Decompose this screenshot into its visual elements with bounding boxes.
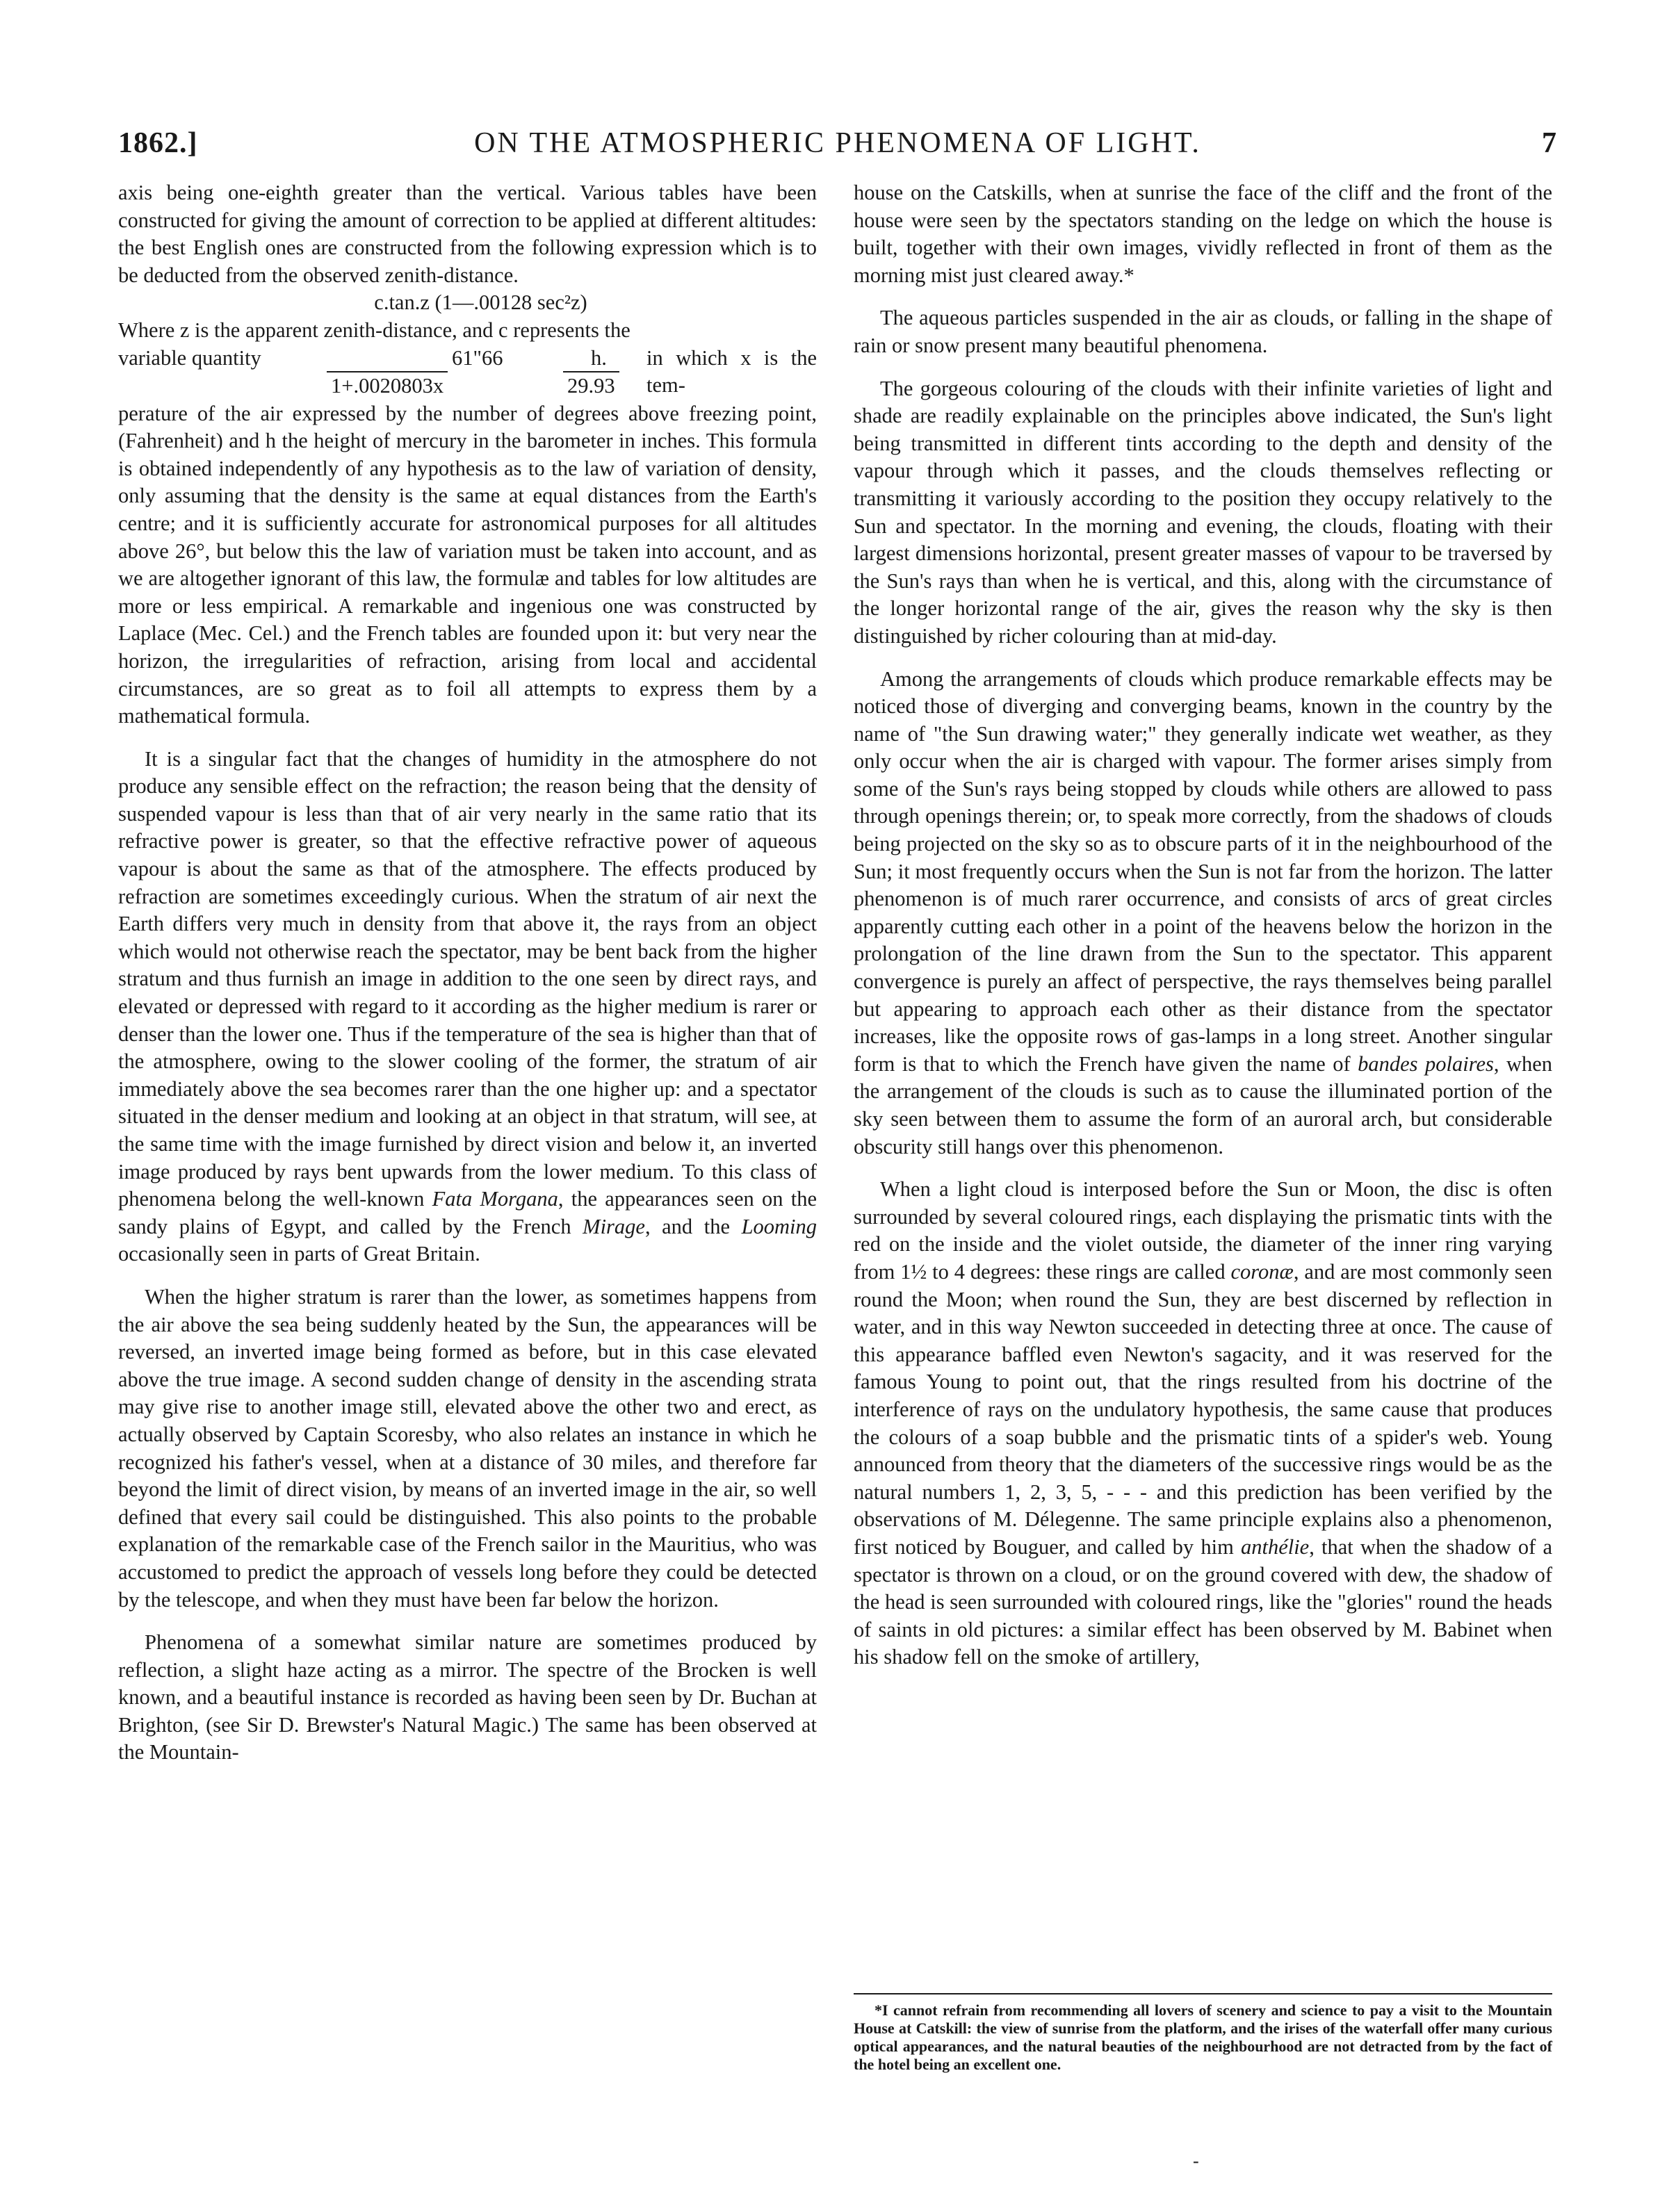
- running-header: [118, 126, 1557, 168]
- variable-quantity-fraction: [118, 345, 817, 400]
- formula-explanation: Where z is the apparent zenith-distance, and c represents the: [118, 318, 630, 342]
- text-run: Among the arrangements of clouds which produce remarkable effects may be noticed those of diverging and converging beams, known in the country by the name of "the Sun drawing water;" they generally indicate wet weather, as they only occur when the air is charged with vapour. The former arises simply from some of the Sun's rays being stopped by clouds while others are allowed to pass through openings therein; or, to speak more correctly, from the shadows of clouds being projected on the sky so as to obscure parts of it in the neighbourhood of the Sun; it most frequently occurs when the Sun is not far from the horizon. The latter phenomenon is of much rarer occurrence, and consists of arcs of great circles apparently cutting each other in a point of the heavens below the horizon in the prolongation of the line drawn from the Sun to the spectator. This apparent convergence is purely an affect of perspective, the rays themselves being parallel but appearing to approach each other as their distance from the spectator increases, like the opposite rows of gas-lamps in a long street. Another singular form is that to which the French have given the name of: [854, 666, 1552, 1076]
- paragraph: perature of the air expressed by the number of degrees above freezing point, (Fahrenheit) and h the height of mercury in the barometer in inches. This formula is obtained independently of any hypothesis as to the law of variation of density, only assuming that the density is the same at equal distances from the Earth's centre; and it is sufficiently accurate for astronomical purposes for all altitudes above 26°, but below this the law of variation must be taken into account, and as we are altogether ignorant of this law, the formulæ and tables for low altitudes are more or less empirical. A remarkable and ingenious one was constructed by Laplace (Mec. Cel.) and the French tables are founded upon it: but very near the horizon, the irregularities of refraction, arising from local and accidental circumstances, are so great as to foil all attempts to express them by a mathematical formula.: [118, 401, 817, 728]
- footnote-text: *I cannot refrain from recommending all lovers of scenery and science to pay a visit to the Mountain House at Catskill: the view of sunrise from the platform, and the irises of the waterfall offer many curious optical appearances, and the natural beauties of the neighbourhood are not detracted from by the fact of the hotel being an excellent one.: [854, 2001, 1552, 2073]
- text-run: It is a singular fact that the changes of humidity in the atmosphere do not produce any sensible effect on the refraction; the reason being that the density of suspended vapour is less than that of air very nearly in the same ratio that its refractive power is greater, so that the effective refractive power of aqueous vapour is about the same as that of the atmosphere. The effects produced by refraction are sometimes exceedingly curious. When the stratum of air next the Earth differs very much in density from that above it, the rays from an object which would not otherwise reach the spectator, may be bent back from the higher stratum and thus furnish an image in addition to the one seen by direct rays, and elevated or depressed with regard to it according as the higher medium is rarer or denser than the lower one. Thus if the temperature of the sea is higher than that of the atmosphere, owing to the slower cooling of the former, the stratum of air immediately above the sea becomes rarer than the one higher up: and a spectator situated in the denser medium and looking at an object in that stratum, will see, at the same time with the image furnished by direct vision and below it, an inverted image produced by rays bent upwards from the lower medium. To this class of phenomena belong the well-known: [118, 746, 817, 1211]
- paragraph: [854, 1176, 1552, 1671]
- fraction-numerator: 61"66: [452, 345, 503, 370]
- right-column: [854, 179, 1552, 1671]
- italic-term: Mirage: [583, 1214, 645, 1238]
- text-run: , when the arrangement of the clouds is such as to cause the illuminated portion of the sky seen between them to assume the form of an auroral arch, but considerable obscurity still hangs over this phenomenon.: [854, 1051, 1553, 1158]
- header-title: ON THE ATMOSPHERIC PHENOMENA OF LIGHT.: [474, 127, 1201, 159]
- text-run: occasionally seen in parts of Great Britain.: [118, 1242, 480, 1266]
- paragraph: Phenomena of a somewhat similar nature are sometimes produced by reflection, a slight haze acting as a mirror. The spectre of the Brocken is well known, and a beautiful instance is recorded as having been seen by Dr. Buchan at Brighton, (see Sir D. Brewster's Natural Magic.) The same has been observed at the Mountain-: [118, 1630, 817, 1764]
- footnote: [854, 2001, 1552, 2074]
- fraction-tail-text: in which x is the tem-: [646, 345, 817, 398]
- paragraph: [118, 746, 817, 1268]
- paragraph: The gorgeous colouring of the clouds with their infinite varieties of light and shade are readily explainable on the principles above indicated, the Sun's light being transmitted in different tints according to the depth and density of the vapour through which it passes, and the clouds themselves reflecting or transmitting it variously according to the position they occupy relatively to the Sun and spectator. In the morning and evening, the clouds, floating with their largest dimensions horizontal, present greater masses of vapour to be traversed by the Sun's rays than when he is vertical, and this, along with the circumstance of the longer horizontal range of the air, gives the reason why the sky is then distinguished by richer colouring than at mid-day.: [854, 376, 1552, 648]
- paragraph: When the higher stratum is rarer than the lower, as sometimes happens from the air above the sea being suddenly heated by the Sun, the appearances will be reversed, an inverted image being formed as before, but in this case elevated above the true image. A second sudden change of density in the ascending strata may give rise to another image still, elevated above the other two and erect, as actually observed by Captain Scoresby, who also relates an instance in which he recognized his father's vessel, when at a distance of 30 miles, and therefore far beyond the limit of direct vision, by means of an inverted image in the air, so well defined that every sail could be distinguished. This also points to the probable explanation of the remarkable case of the French sailor in the Mauritius, who was accustomed to predict the approach of vessels long before they could be detected by the telescope, and when they must have been far below the horizon.: [118, 1284, 817, 1612]
- text-run: , and are most commonly seen round the Moon; when round the Sun, they are best discerned by reflection in water, and in this way Newton succeeded in detecting three at once. The cause of this appearance baffled even Newton's sagacity, and it was reserved for the famous Young to point out, that the rings resulted from his doctrine of the interference of rays on the undulatory hypothesis, the same cause that produces the colours of a soap bubble and the prismatic tints of a spider's web. Young announced from theory that the diameters of the successive rings would be as the natural numbers 1, 2, 3, 5, - - - and this prediction has been verified by the observations of M. Délegenne. The same principle explains also a phenomenon, first noticed by Bouguer, and called by him: [854, 1259, 1552, 1559]
- text-run: , that when the shadow of a spectator is thrown on a cloud, or on the ground covered with dew, the shadow of the head is seen surrounded with coloured rings, like the "glories" round the heads of saints in old pictures: a similar effect has been observed by M. Babinet when his shadow fell on the smoke of artillery,: [854, 1534, 1553, 1669]
- fraction-denominator-2: 29.93: [563, 371, 619, 400]
- left-column: [118, 179, 817, 1767]
- italic-term: Looming: [741, 1214, 817, 1238]
- paragraph: [854, 666, 1552, 1161]
- paragraph: The aqueous particles suspended in the air as clouds, or falling in the shape of rain or snow present many beautiful phenomena.: [854, 306, 1552, 357]
- header-page-number: 7: [1542, 127, 1557, 159]
- text-run: , and the: [644, 1214, 730, 1238]
- footnote-divider: [854, 1993, 1552, 1994]
- fraction-denominator-1: 1+.0020803x: [327, 371, 448, 400]
- bottom-mark: -: [1193, 2151, 1199, 2171]
- fraction-lead-text: variable quantity: [118, 345, 261, 370]
- paragraph: axis being one-eighth greater than the vertical. Various tables have been constructed for giving the amount of correction to be applied at different altitudes: the best English ones are constructed from the following expression which is to be deducted from the observed zenith-distance.: [118, 181, 817, 287]
- italic-term: bandes polaires: [1358, 1051, 1494, 1076]
- italic-term: coronæ: [1230, 1259, 1294, 1284]
- text-run: , the appearances seen on the sandy plains of Egypt, and called by the French: [118, 1187, 817, 1238]
- italic-term: anthélie: [1240, 1534, 1310, 1559]
- italic-term: Fata Morgana: [432, 1187, 558, 1211]
- paragraph: house on the Catskills, when at sunrise the face of the cliff and the front of the house were seen by the spectators standing on the ledge on which the house is built, together with their own images, vividly reflected in front of them as the morning mist just cleared away.*: [854, 181, 1552, 287]
- refraction-formula: c.tan.z (1—.00128 sec²z): [374, 290, 587, 315]
- text-run: When a light cloud is interposed before the Sun or Moon, the disc is often surrounded by several coloured rings, each displaying the prismatic tints with the red on the inside and the violet outside, the diameter of the inner ring varying from 1½ to 4 degrees: these rings are called: [854, 1177, 1552, 1284]
- fraction-numerator-h: h.: [591, 345, 607, 370]
- header-year: 1862.]: [118, 127, 198, 159]
